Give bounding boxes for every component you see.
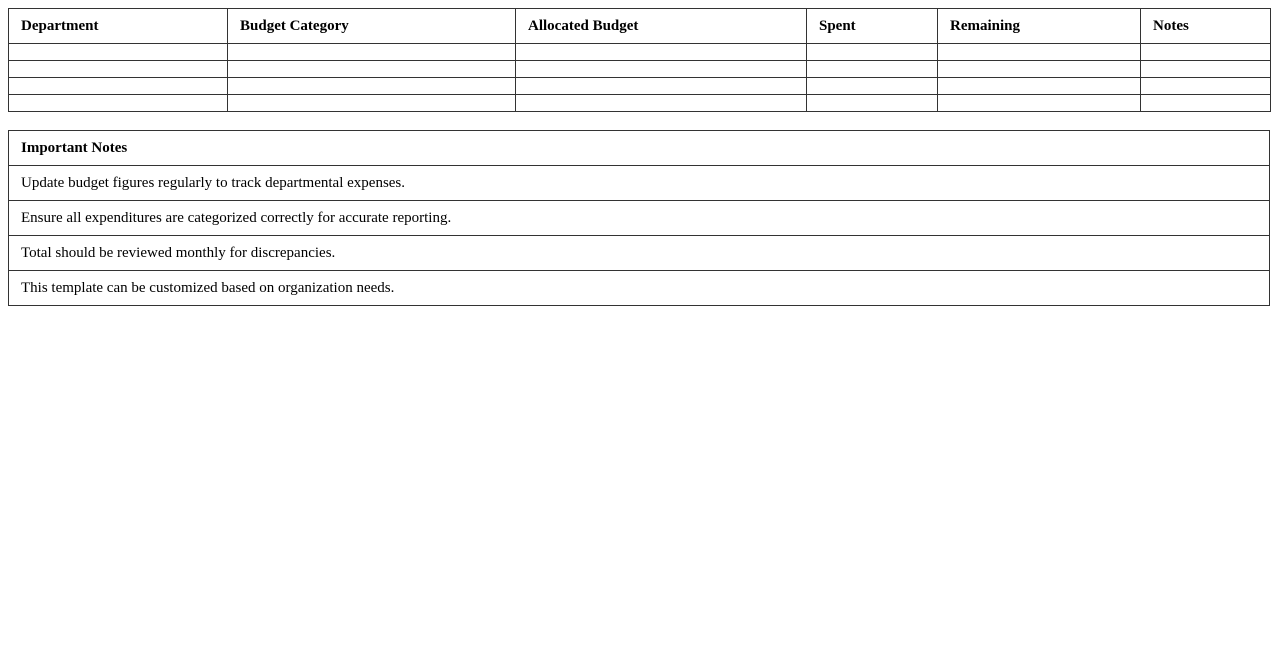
table-row (9, 78, 1271, 95)
table-cell[interactable] (516, 95, 807, 112)
table-cell[interactable] (807, 61, 938, 78)
table-cell[interactable] (228, 61, 516, 78)
notes-row (9, 271, 1270, 306)
note-item: Update budget figures regularly to track departmental expenses. (9, 166, 1270, 201)
notes-title: Important Notes (9, 131, 1270, 166)
table-row (9, 95, 1271, 112)
table-cell[interactable] (938, 95, 1141, 112)
table-cell[interactable] (1141, 78, 1271, 95)
notes-header-row (9, 131, 1270, 166)
table-cell[interactable] (516, 78, 807, 95)
budget-table (8, 8, 1271, 112)
table-cell[interactable] (938, 61, 1141, 78)
table-cell[interactable] (228, 95, 516, 112)
note-item: This template can be customized based on organization needs. (9, 271, 1270, 306)
note-item: Total should be reviewed monthly for discrepancies. (9, 236, 1270, 271)
table-cell[interactable] (228, 78, 516, 95)
column-header-department: Department (9, 9, 228, 44)
table-cell[interactable] (807, 44, 938, 61)
notes-row (9, 236, 1270, 271)
table-cell[interactable] (516, 44, 807, 61)
column-header-remaining: Remaining (938, 9, 1141, 44)
table-cell[interactable] (228, 44, 516, 61)
table-cell[interactable] (1141, 95, 1271, 112)
table-cell[interactable] (9, 95, 228, 112)
notes-row (9, 201, 1270, 236)
table-cell[interactable] (938, 44, 1141, 61)
note-item: Ensure all expenditures are categorized correctly for accurate reporting. (9, 201, 1270, 236)
table-header-row (9, 9, 1271, 44)
table-row (9, 44, 1271, 61)
important-notes-table (8, 130, 1270, 306)
table-cell[interactable] (807, 95, 938, 112)
table-cell[interactable] (516, 61, 807, 78)
table-cell[interactable] (9, 44, 228, 61)
notes-row (9, 166, 1270, 201)
table-cell[interactable] (9, 61, 228, 78)
table-cell[interactable] (807, 78, 938, 95)
column-header-spent: Spent (807, 9, 938, 44)
table-cell[interactable] (1141, 44, 1271, 61)
column-header-budget-category: Budget Category (228, 9, 516, 44)
column-header-allocated-budget: Allocated Budget (516, 9, 807, 44)
table-cell[interactable] (1141, 61, 1271, 78)
table-cell[interactable] (9, 78, 228, 95)
table-row (9, 61, 1271, 78)
table-cell[interactable] (938, 78, 1141, 95)
column-header-notes: Notes (1141, 9, 1271, 44)
